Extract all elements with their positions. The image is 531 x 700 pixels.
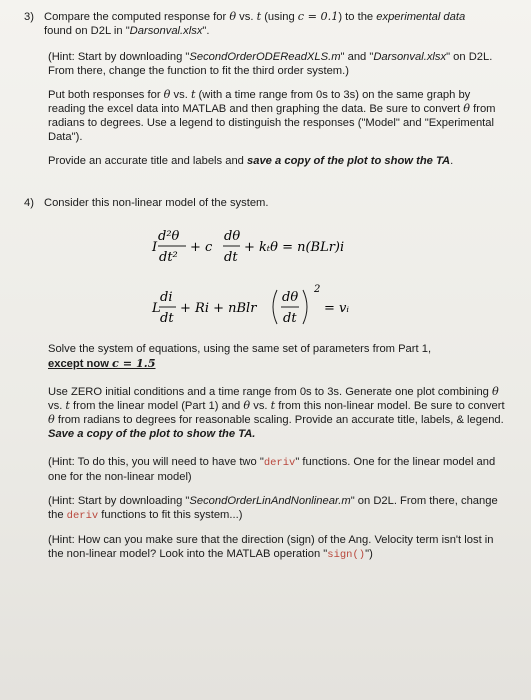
question-3	[24, 10, 509, 38]
eq2-right-paren	[303, 290, 307, 324]
eq1-denominator: dt²	[159, 250, 178, 265]
eq2-right-hand-side: = vᵢ	[324, 301, 349, 316]
hint-download: (Hint: Start by downloading "SecondOrderLinAndNonlinear.m" on D2L. From there, change the deriv functions to fit this system...)	[48, 495, 498, 522]
eq1-remainder: + kₜθ = n(BLr)i	[244, 240, 345, 255]
question-number: 4)	[24, 197, 34, 209]
eq2-paren-numerator: dθ	[282, 290, 299, 305]
question-3-body	[48, 50, 509, 168]
equation-2	[24, 280, 509, 334]
eq2-middle-terms: + Ri + nBlr	[180, 301, 257, 316]
question-4-body	[48, 342, 509, 562]
eq2-left-paren	[273, 290, 277, 324]
question-4-intro: Consider this non-linear model of the system.	[44, 197, 269, 209]
question-4	[24, 196, 509, 210]
equation-2-graphic	[24, 280, 504, 334]
question-3-prompt: Compare the computed response for θ vs. t (using c = 0.1) to the experimental data found on D2L in "Darsonval.xlsx".	[44, 10, 466, 37]
zero-conditions-paragraph: Use ZERO initial conditions and a time range from 0s to 3s. Generate one plot combining θ vs. t from the linear model (Part 1) and θ vs. t from this non-linear model. Be sure to convert θ from radians to degrees for reasonable scaling. Provide an accurate title, labels, & legend. Save a copy of the plot to show the TA.	[48, 385, 505, 440]
instructions-paragraph: Put both responses for θ vs. t (with a time range from 0s to 3s) on the same graph by reading the excel data into MATLAB and then graphing the data. Be sure to convert θ from radians to degrees. Use a legend to distinguish the responses ("Model" and "Experimental Data").	[48, 88, 496, 143]
eq2-inductance-symbol: L	[152, 301, 161, 316]
eq1-numerator-2: dθ	[224, 229, 241, 244]
eq1-numerator: d²θ	[158, 229, 180, 244]
eq2-paren-denominator: dt	[283, 311, 297, 326]
eq1-damping-term: + c	[190, 240, 213, 255]
hint-paragraph: (Hint: Start by downloading "SecondOrderODEReadXLS.m" and "Darsonval.xlsx" on D2L. From there, change the function to fit the third order system.)	[48, 51, 493, 77]
equation-1	[24, 220, 509, 272]
eq2-numerator: di	[160, 290, 173, 305]
eq1-inertia-symbol: I	[152, 240, 158, 255]
eq2-exponent: 2	[314, 284, 321, 295]
question-number: 3)	[24, 11, 34, 23]
hint-deriv-functions: (Hint: To do this, you will need to have two "deriv" functions. One for the linear model and one for the non-linear model)	[48, 456, 496, 483]
equation-1-graphic	[24, 220, 504, 272]
plot-instructions-paragraph: Provide an accurate title and labels and save a copy of the plot to show the TA.	[48, 155, 454, 167]
hint-sign-operation: (Hint: How can you make sure that the direction (sign) of the Ang. Velocity term isn't lost in the non-linear model? Look into the MATLAB operation "sign()")	[48, 534, 494, 561]
eq1-denominator-2: dt	[224, 250, 238, 265]
eq2-denominator: dt	[160, 311, 174, 326]
solve-paragraph: Solve the system of equations, using the same set of parameters from Part 1, except now c = 1.5	[48, 343, 432, 370]
hints	[48, 455, 509, 562]
